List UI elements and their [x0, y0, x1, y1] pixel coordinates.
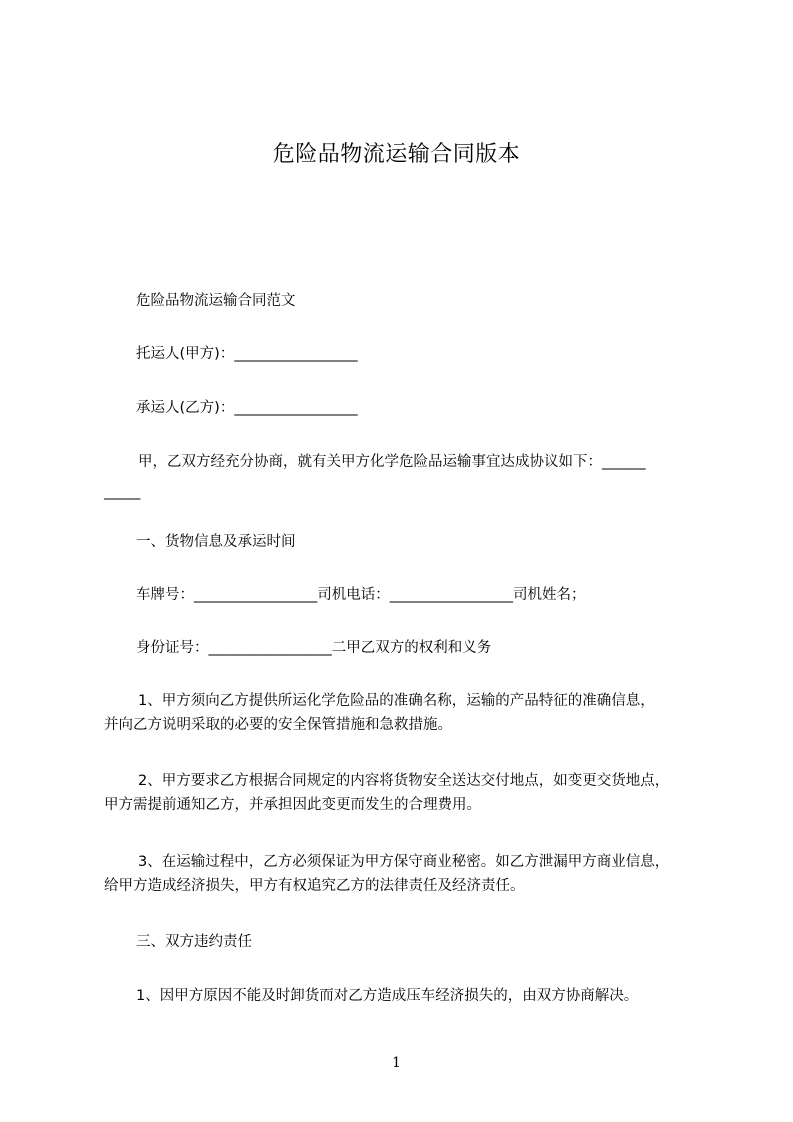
- obligation-item-3: [104, 850, 704, 898]
- item-1-line-2: 并向乙方说明采取的必要的安全保管措施和急救措施。: [104, 717, 452, 733]
- item-3-line-2: 给甲方造成经济损失，甲方有权追究乙方的法律责任及经济责任。: [104, 878, 525, 894]
- agreement-paragraph: [104, 450, 704, 504]
- vehicle-info-line: 车牌号：_________________司机电话：_________________司机姓名；: [136, 587, 586, 603]
- item-1-line-1: 1、甲方须向乙方提供所运化学危险品的准确名称，运输的产品特征的准确信息，: [138, 693, 655, 709]
- obligation-item-2: [104, 769, 704, 817]
- document-subtitle: 危险品物流运输合同范文: [136, 293, 296, 309]
- id-info-line: 身份证号：_________________二甲乙双方的权利和义务: [136, 640, 492, 656]
- agreement-line-1: 甲，乙双方经充分协商，就有关甲方化学危险品运输事宜达成协议如下：______: [138, 454, 646, 470]
- obligation-item-1: [104, 689, 704, 737]
- shipper-line: 托运人(甲方)：_________________: [136, 346, 358, 362]
- carrier-line: 承运人(乙方)：_________________: [136, 400, 358, 416]
- agreement-line-2: _____: [104, 484, 141, 500]
- breach-item-1: 1、因甲方原因不能及时卸货而对乙方造成压车经济损失的，由双方协商解决。: [136, 988, 639, 1004]
- item-2-line-2: 甲方需提前通知乙方，并承担因此变更而发生的合理费用。: [104, 797, 481, 813]
- section-1-heading: 一、货物信息及承运时间: [136, 534, 296, 550]
- item-2-line-1: 2、甲方要求乙方根据合同规定的内容将货物安全送达交付地点，如变更交货地点，: [138, 773, 670, 789]
- document-title: 危险品物流运输合同版本: [272, 142, 521, 167]
- section-3-heading: 三、双方违约责任: [136, 934, 252, 950]
- item-3-line-1: 3、在运输过程中，乙方必须保证为甲方保守商业秘密。如乙方泄漏甲方商业信息，: [138, 854, 670, 870]
- page-number: 1: [392, 1055, 401, 1071]
